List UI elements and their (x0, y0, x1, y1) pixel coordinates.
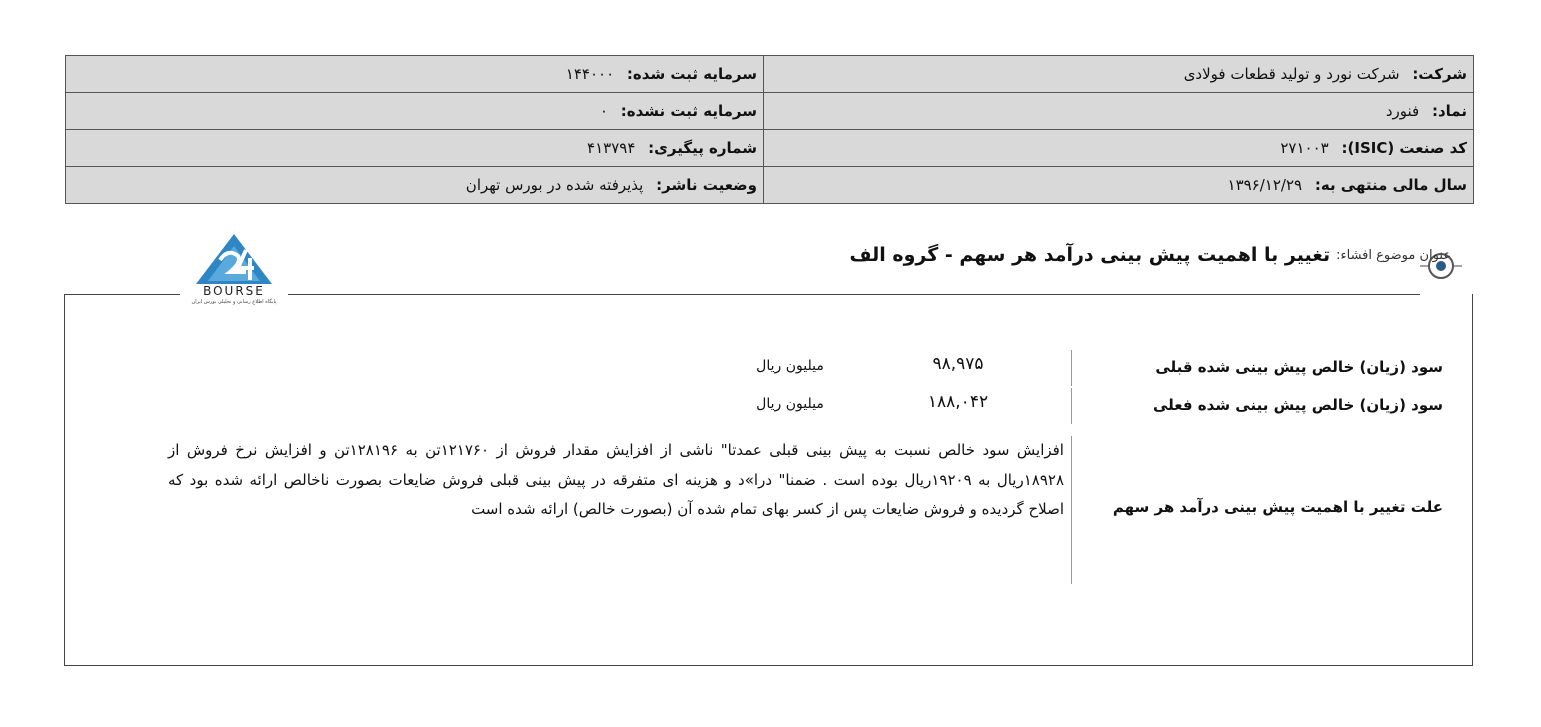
company-label: شرکت: (1412, 65, 1467, 83)
fiscal-year-cell (764, 167, 1474, 204)
unregistered-capital-label: سرمایه ثبت نشده: (620, 102, 757, 120)
subject-title: تغییر با اهمیت پیش بینی درآمد هر سهم - گروه الف (849, 244, 1331, 266)
bourse-logo-subtitle: پایگاه اطلاع رسانی و تحلیلی بورس ایران (191, 299, 277, 305)
current-forecast-label: سود (زیان) خالص پیش بینی شده فعلی (1152, 396, 1443, 414)
company-value: شرکت نورد و تولید قطعات فولادی (1183, 65, 1400, 83)
company-cell (764, 56, 1474, 93)
registered-capital-label: سرمایه ثبت شده: (626, 65, 757, 83)
tracking-number-value: ۴۱۳۷۹۴ (587, 139, 636, 157)
current-forecast-unit: میلیون ریال (756, 396, 824, 412)
registered-capital-value: ۱۴۴۰۰۰ (565, 65, 615, 83)
info-row (66, 93, 1474, 130)
fiscal-year-value: ۱۳۹۶/۱۲/۲۹ (1227, 176, 1303, 194)
info-row (66, 167, 1474, 204)
symbol-value: فنورد (1385, 102, 1420, 120)
fiscal-year-label: سال مالی منتهی به: (1314, 176, 1467, 194)
previous-forecast-unit: میلیون ریال (756, 358, 824, 374)
previous-forecast-value: ۹۸,۹۷۵ (932, 354, 984, 374)
isic-cell (764, 130, 1474, 167)
isic-value: ۲۷۱۰۰۳ (1280, 139, 1329, 157)
publisher-status-label: وضعیت ناشر: (656, 176, 757, 194)
previous-forecast-label: سود (زیان) خالص پیش بینی شده قبلی (1155, 358, 1443, 376)
change-reason-text: افزایش سود خالص نسبت به پیش بینی قبلی عمدتا" ناشی از افزایش مقدار فروش از ۱۲۱۷۶۰تن به ۱۲۸۱۹۶تن و افزایش نرخ فروش از ۱۸۹۲۸ریال به ۱۹۲۰۹ریال بوده است . ضمنا" درا»د و هزینه ای متفرقه در پیش بینی قبلی فروش ضایعات بصورت ناخالص ارائه شده بود که اصلاح گردیده و فروش ضایعات پس از کسر بهای تمام شده آن (بصورت خالص) ارائه شده است (168, 441, 1065, 518)
info-row (66, 56, 1474, 93)
unregistered-capital-cell (66, 93, 764, 130)
bourse-triangle-icon (180, 224, 288, 286)
row-separator (1071, 350, 1072, 386)
publisher-status-cell (66, 167, 764, 204)
isic-label: کد صنعت (ISIC): (1341, 139, 1467, 157)
change-reason-label: علت تغییر با اهمیت پیش بینی درآمد هر سهم (1112, 498, 1443, 516)
tracking-number-cell (66, 130, 764, 167)
subject-label: عنوان موضوع افشاء: (1336, 247, 1451, 263)
symbol-cell (764, 93, 1474, 130)
publisher-status-value: پذیرفته شده در بورس تهران (465, 176, 644, 194)
disclosure-subject (849, 244, 1451, 266)
company-info-table (65, 55, 1474, 204)
tracking-number-label: شماره پیگیری: (648, 139, 757, 157)
info-row (66, 130, 1474, 167)
bourse-logo-word: BOURSE (203, 284, 265, 298)
unregistered-capital-value: ۰ (599, 102, 608, 120)
registered-capital-cell (66, 56, 764, 93)
symbol-label: نماد: (1431, 102, 1467, 120)
row-separator (1071, 388, 1072, 424)
current-forecast-value: ۱۸۸,۰۴۲ (927, 392, 989, 412)
row-separator (1071, 436, 1072, 584)
